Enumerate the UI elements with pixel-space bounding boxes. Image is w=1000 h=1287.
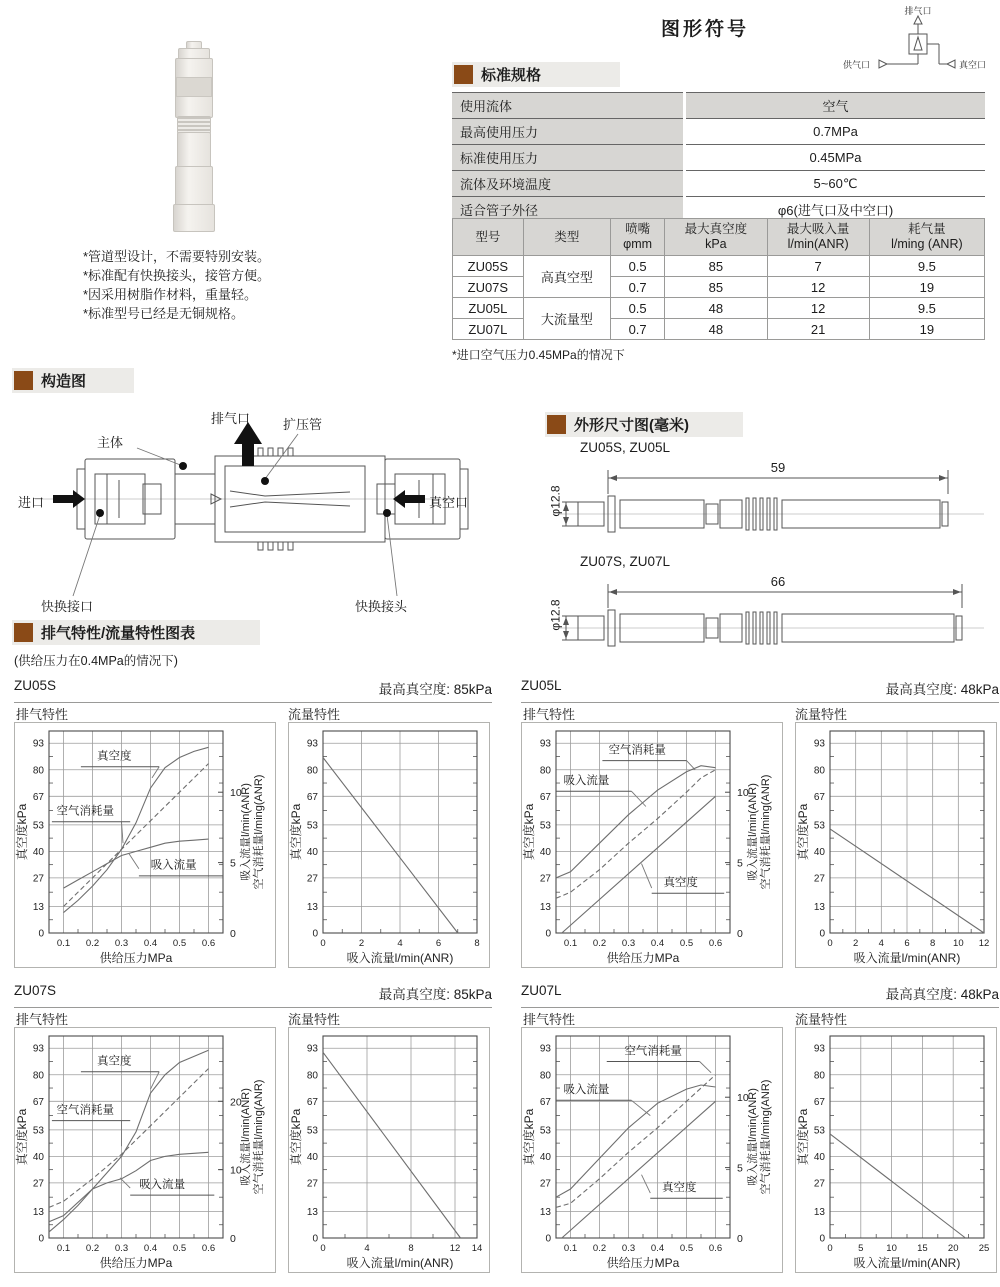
svg-text:0: 0 bbox=[819, 1233, 825, 1245]
value-cell: 48 bbox=[665, 319, 767, 340]
svg-text:供给压力MPa: 供给压力MPa bbox=[606, 1256, 680, 1270]
exhaust-chart-title: 排气特性 bbox=[16, 707, 69, 722]
chart-zu05s-flow bbox=[289, 723, 489, 967]
svg-text:0.6: 0.6 bbox=[201, 1243, 216, 1254]
chart-zu07l-flow bbox=[796, 1028, 996, 1272]
svg-text:12: 12 bbox=[449, 1243, 461, 1254]
svg-text:0.4: 0.4 bbox=[650, 938, 665, 949]
chart-zu07l-exhaust bbox=[522, 1028, 782, 1272]
svg-text:53: 53 bbox=[32, 1125, 44, 1137]
svg-text:93: 93 bbox=[539, 1043, 551, 1055]
section-marker-icon bbox=[547, 415, 566, 434]
dimension-length: 59 bbox=[770, 460, 786, 475]
flow-chart-title: 流量特性 bbox=[288, 707, 341, 722]
value-cell: 12 bbox=[767, 277, 869, 298]
value-cell: 7 bbox=[767, 256, 869, 277]
chart-group-zu05s bbox=[14, 678, 492, 980]
svg-text:0.2: 0.2 bbox=[592, 938, 607, 949]
svg-text:吸入流量: 吸入流量 bbox=[150, 859, 197, 872]
type-cell: 高真空型 bbox=[523, 256, 610, 298]
svg-text:13: 13 bbox=[306, 1206, 318, 1218]
flow-chart-title: 流量特性 bbox=[795, 1012, 848, 1027]
dimension-models: ZU07S, ZU07L bbox=[580, 554, 671, 569]
symbol-supply-label: 供气口 bbox=[843, 60, 871, 70]
svg-text:真空度kPa: 真空度kPa bbox=[796, 1108, 810, 1166]
svg-text:20: 20 bbox=[230, 1096, 242, 1109]
value-cell: 0.5 bbox=[610, 298, 664, 319]
flow-chart-panel bbox=[288, 722, 490, 968]
chart-group-zu07s bbox=[14, 983, 492, 1285]
section-marker-icon bbox=[14, 623, 33, 642]
chart-group-model: ZU07S bbox=[14, 983, 57, 998]
dimension-drawing-zu07 bbox=[548, 554, 992, 666]
svg-text:吸入流量: 吸入流量 bbox=[563, 1084, 610, 1097]
spec-value: 0.7MPa bbox=[685, 119, 986, 145]
svg-text:4: 4 bbox=[364, 1243, 370, 1254]
svg-text:0.5: 0.5 bbox=[679, 938, 694, 949]
dimension-outline-drawing bbox=[552, 570, 992, 666]
svg-text:93: 93 bbox=[32, 738, 44, 750]
svg-text:10: 10 bbox=[886, 1243, 897, 1254]
value-cell: 85 bbox=[665, 256, 767, 277]
structure-drawing bbox=[15, 396, 475, 614]
svg-text:10: 10 bbox=[737, 1092, 749, 1105]
model-table-header: 最大吸入量 l/min(ANR) bbox=[767, 219, 869, 256]
svg-text:80: 80 bbox=[32, 765, 44, 777]
svg-text:67: 67 bbox=[306, 1096, 318, 1108]
svg-text:0: 0 bbox=[312, 1233, 318, 1245]
symbol-vacuum-label: 真空口 bbox=[959, 60, 987, 70]
svg-text:67: 67 bbox=[32, 791, 44, 803]
svg-text:25: 25 bbox=[978, 1243, 990, 1254]
svg-text:0.6: 0.6 bbox=[201, 938, 216, 949]
svg-text:53: 53 bbox=[32, 820, 44, 832]
chart-group-header bbox=[521, 983, 999, 1008]
chart-group-header bbox=[14, 678, 492, 703]
svg-text:0.3: 0.3 bbox=[114, 938, 129, 949]
symbol-title: 图形符号 bbox=[660, 19, 749, 40]
model-table-header: 最大真空度 kPa bbox=[665, 219, 767, 256]
svg-text:0.5: 0.5 bbox=[172, 1243, 187, 1254]
structure-label-quick-port: 快换接口 bbox=[41, 599, 94, 614]
chart-zu05l-flow bbox=[796, 723, 996, 967]
svg-text:真空度kPa: 真空度kPa bbox=[796, 803, 810, 861]
svg-text:2: 2 bbox=[358, 938, 365, 949]
section-marker-icon bbox=[14, 371, 33, 390]
svg-text:0: 0 bbox=[312, 928, 318, 940]
svg-text:真空度kPa: 真空度kPa bbox=[522, 803, 536, 861]
svg-text:4: 4 bbox=[878, 938, 884, 949]
svg-text:10: 10 bbox=[230, 1164, 242, 1177]
svg-text:0.3: 0.3 bbox=[621, 938, 636, 949]
svg-text:67: 67 bbox=[539, 791, 551, 803]
svg-text:80: 80 bbox=[813, 765, 825, 777]
svg-text:吸入流量l/min(ANR): 吸入流量l/min(ANR) bbox=[747, 1088, 759, 1186]
svg-text:供给压力MPa: 供给压力MPa bbox=[606, 951, 680, 965]
svg-text:供给压力MPa: 供给压力MPa bbox=[99, 951, 173, 965]
exhaust-chart-title: 排气特性 bbox=[523, 707, 576, 722]
spec-row bbox=[452, 171, 985, 197]
section-header-charts bbox=[12, 620, 260, 645]
dimension-diameter: φ12.8 bbox=[548, 599, 563, 631]
svg-text:27: 27 bbox=[813, 1178, 825, 1190]
svg-text:吸入流量: 吸入流量 bbox=[563, 775, 610, 788]
value-cell: 0.7 bbox=[610, 319, 664, 340]
spec-row bbox=[452, 119, 985, 145]
exhaust-chart-title: 排气特性 bbox=[523, 1012, 576, 1027]
svg-text:0.3: 0.3 bbox=[114, 1243, 129, 1254]
svg-text:空气消耗量l/ming(ANR): 空气消耗量l/ming(ANR) bbox=[760, 774, 772, 890]
chart-group-zu07l bbox=[521, 983, 999, 1285]
svg-text:0: 0 bbox=[230, 928, 236, 940]
svg-text:27: 27 bbox=[306, 873, 318, 885]
flow-chart-panel bbox=[795, 722, 997, 968]
chart-group-zu05l bbox=[521, 678, 999, 980]
structure-label-body: 主体 bbox=[97, 435, 124, 450]
spec-value: 空气 bbox=[685, 93, 986, 119]
svg-text:4: 4 bbox=[397, 938, 403, 949]
svg-text:真空度: 真空度 bbox=[662, 1182, 697, 1195]
svg-text:20: 20 bbox=[947, 1243, 959, 1254]
svg-text:5: 5 bbox=[858, 1243, 864, 1254]
svg-text:93: 93 bbox=[539, 738, 551, 750]
flow-chart-panel bbox=[795, 1027, 997, 1273]
dimension-outline-drawing bbox=[552, 456, 992, 552]
svg-text:93: 93 bbox=[813, 738, 825, 750]
spec-label: 最高使用压力 bbox=[452, 119, 685, 145]
svg-text:93: 93 bbox=[306, 1043, 318, 1055]
svg-text:80: 80 bbox=[306, 1070, 318, 1082]
svg-text:0: 0 bbox=[545, 1233, 551, 1245]
svg-text:0.4: 0.4 bbox=[143, 938, 158, 949]
model-table-header: 耗气量 l/ming (ANR) bbox=[869, 219, 984, 256]
svg-text:27: 27 bbox=[539, 873, 551, 885]
svg-text:40: 40 bbox=[813, 1151, 825, 1163]
svg-text:13: 13 bbox=[813, 1206, 825, 1218]
svg-text:吸入流量l/min(ANR): 吸入流量l/min(ANR) bbox=[240, 1088, 252, 1186]
svg-text:53: 53 bbox=[539, 820, 551, 832]
exhaust-chart-panel bbox=[14, 722, 276, 968]
svg-text:0: 0 bbox=[737, 928, 743, 940]
flow-chart-title: 流量特性 bbox=[288, 1012, 341, 1027]
svg-text:0.6: 0.6 bbox=[708, 1243, 723, 1254]
chart-group-max-vacuum: 最高真空度: 85kPa bbox=[378, 682, 492, 697]
svg-text:0.1: 0.1 bbox=[56, 1243, 71, 1254]
svg-text:真空度kPa: 真空度kPa bbox=[522, 1108, 536, 1166]
value-cell: 85 bbox=[665, 277, 767, 298]
svg-text:真空度kPa: 真空度kPa bbox=[289, 1108, 303, 1166]
svg-text:10: 10 bbox=[737, 787, 749, 800]
value-cell: 21 bbox=[767, 319, 869, 340]
photo-part bbox=[177, 132, 211, 168]
svg-text:67: 67 bbox=[539, 1096, 551, 1108]
svg-text:0: 0 bbox=[320, 1243, 326, 1254]
svg-text:53: 53 bbox=[539, 1125, 551, 1137]
svg-text:53: 53 bbox=[306, 820, 318, 832]
svg-text:10: 10 bbox=[953, 938, 964, 949]
dimension-diameter: φ12.8 bbox=[548, 485, 563, 517]
spec-label: 使用流体 bbox=[452, 93, 685, 119]
svg-text:53: 53 bbox=[813, 1125, 825, 1137]
spec-label: 流体及环境温度 bbox=[452, 171, 685, 197]
svg-text:13: 13 bbox=[32, 1206, 44, 1218]
structure-label-inlet: 进口 bbox=[18, 495, 45, 510]
svg-text:吸入流量l/min(ANR): 吸入流量l/min(ANR) bbox=[747, 783, 759, 881]
structure-label-diffuser: 扩压管 bbox=[283, 417, 323, 432]
model-table-header: 型号 bbox=[453, 219, 524, 256]
exhaust-chart-panel bbox=[14, 1027, 276, 1273]
svg-text:空气消耗量l/ming(ANR): 空气消耗量l/ming(ANR) bbox=[253, 774, 265, 890]
svg-text:40: 40 bbox=[539, 1151, 551, 1163]
svg-text:40: 40 bbox=[813, 846, 825, 858]
svg-text:40: 40 bbox=[306, 846, 318, 858]
svg-text:吸入流量l/min(ANR): 吸入流量l/min(ANR) bbox=[240, 783, 252, 881]
svg-text:0.6: 0.6 bbox=[708, 938, 723, 949]
svg-text:67: 67 bbox=[813, 1096, 825, 1108]
svg-text:空气消耗量: 空气消耗量 bbox=[56, 805, 114, 818]
svg-text:8: 8 bbox=[930, 938, 936, 949]
spec-label: 适合管子外径 bbox=[452, 197, 685, 223]
value-cell: 0.5 bbox=[610, 256, 664, 277]
svg-text:80: 80 bbox=[306, 765, 318, 777]
svg-text:0: 0 bbox=[737, 1233, 743, 1245]
svg-text:14: 14 bbox=[471, 1243, 483, 1254]
value-cell: 48 bbox=[665, 298, 767, 319]
model-cell: ZU05S bbox=[453, 256, 524, 277]
exhaust-chart-panel bbox=[521, 1027, 783, 1273]
model-cell: ZU07L bbox=[453, 319, 524, 340]
dimension-drawing-zu05 bbox=[548, 440, 992, 552]
svg-text:5: 5 bbox=[737, 857, 743, 870]
chart-group-model: ZU05S bbox=[14, 678, 57, 693]
svg-text:13: 13 bbox=[813, 901, 825, 913]
chart-group-model: ZU07L bbox=[521, 983, 562, 998]
photo-part bbox=[176, 77, 212, 97]
chart-group-max-vacuum: 最高真空度: 48kPa bbox=[885, 682, 999, 697]
svg-text:0.5: 0.5 bbox=[172, 938, 187, 949]
svg-text:40: 40 bbox=[539, 846, 551, 858]
model-table bbox=[452, 218, 985, 340]
svg-text:真空度: 真空度 bbox=[97, 1055, 132, 1068]
svg-text:0.2: 0.2 bbox=[85, 1243, 100, 1254]
svg-text:5: 5 bbox=[737, 1162, 743, 1175]
svg-text:0.5: 0.5 bbox=[679, 1243, 694, 1254]
svg-text:27: 27 bbox=[32, 873, 44, 885]
spec-row bbox=[452, 145, 985, 171]
svg-text:0.2: 0.2 bbox=[592, 1243, 607, 1254]
svg-text:真空度kPa: 真空度kPa bbox=[15, 803, 29, 861]
svg-text:供给压力MPa: 供给压力MPa bbox=[99, 1256, 173, 1270]
svg-text:40: 40 bbox=[32, 1151, 44, 1163]
structure-diagram bbox=[15, 396, 475, 614]
svg-text:8: 8 bbox=[408, 1243, 414, 1254]
svg-text:0.4: 0.4 bbox=[650, 1243, 665, 1254]
type-cell: 大流量型 bbox=[523, 298, 610, 340]
svg-text:40: 40 bbox=[32, 846, 44, 858]
svg-text:真空度kPa: 真空度kPa bbox=[289, 803, 303, 861]
svg-text:0.2: 0.2 bbox=[85, 938, 100, 949]
section-marker-icon bbox=[454, 65, 473, 84]
svg-text:真空度: 真空度 bbox=[663, 877, 698, 890]
photo-part bbox=[175, 166, 213, 206]
product-photo bbox=[140, 35, 248, 243]
model-table-row bbox=[453, 256, 985, 277]
model-table-row bbox=[453, 298, 985, 319]
svg-text:0: 0 bbox=[827, 1243, 833, 1254]
chart-zu05s-exhaust bbox=[15, 723, 275, 967]
spec-table bbox=[452, 92, 985, 223]
svg-text:13: 13 bbox=[539, 1206, 551, 1218]
structure-label-exhaust: 排气口 bbox=[211, 411, 251, 426]
svg-text:27: 27 bbox=[32, 1178, 44, 1190]
svg-text:0: 0 bbox=[545, 928, 551, 940]
value-cell: 19 bbox=[869, 277, 984, 298]
section-title: 构造图 bbox=[41, 373, 87, 390]
value-cell: 19 bbox=[869, 319, 984, 340]
chart-group-header bbox=[521, 678, 999, 703]
exhaust-chart-title: 排气特性 bbox=[16, 1012, 69, 1027]
svg-text:0: 0 bbox=[819, 928, 825, 940]
svg-text:53: 53 bbox=[306, 1125, 318, 1137]
feature-list bbox=[83, 247, 270, 323]
svg-text:93: 93 bbox=[306, 738, 318, 750]
svg-text:吸入流量: 吸入流量 bbox=[139, 1179, 186, 1192]
svg-text:67: 67 bbox=[32, 1096, 44, 1108]
structure-label-vacuum: 真空口 bbox=[429, 495, 469, 510]
svg-text:13: 13 bbox=[539, 901, 551, 913]
section-title: 排气特性/流量特性图表 bbox=[41, 625, 196, 642]
svg-text:10: 10 bbox=[230, 787, 242, 800]
svg-text:吸入流量l/min(ANR): 吸入流量l/min(ANR) bbox=[346, 1256, 454, 1270]
svg-text:80: 80 bbox=[32, 1070, 44, 1082]
value-cell: 9.5 bbox=[869, 256, 984, 277]
model-cell: ZU07S bbox=[453, 277, 524, 298]
svg-text:80: 80 bbox=[813, 1070, 825, 1082]
spec-label: 标准使用压力 bbox=[452, 145, 685, 171]
svg-text:67: 67 bbox=[306, 791, 318, 803]
svg-text:0: 0 bbox=[38, 1233, 44, 1245]
svg-text:40: 40 bbox=[306, 1151, 318, 1163]
section-header-spec bbox=[452, 62, 620, 87]
charts-subtitle: (供给压力在0.4MPa的情况下) bbox=[14, 654, 178, 668]
model-table-header: 喷嘴 φmm bbox=[610, 219, 664, 256]
svg-text:0: 0 bbox=[320, 938, 326, 949]
model-cell: ZU05L bbox=[453, 298, 524, 319]
chart-zu05l-exhaust bbox=[522, 723, 782, 967]
section-title: 外形尺寸图(毫米) bbox=[574, 417, 689, 434]
svg-text:67: 67 bbox=[813, 791, 825, 803]
exhaust-chart-panel bbox=[521, 722, 783, 968]
svg-text:53: 53 bbox=[813, 820, 825, 832]
section-header-structure bbox=[12, 368, 134, 393]
structure-label-quick-fitting: 快换接头 bbox=[355, 599, 408, 614]
svg-text:93: 93 bbox=[813, 1043, 825, 1055]
svg-text:8: 8 bbox=[474, 938, 480, 949]
svg-text:13: 13 bbox=[306, 901, 318, 913]
value-cell: 0.7 bbox=[610, 277, 664, 298]
svg-text:0: 0 bbox=[827, 938, 833, 949]
svg-text:15: 15 bbox=[917, 1243, 928, 1254]
svg-text:6: 6 bbox=[904, 938, 910, 949]
svg-text:93: 93 bbox=[32, 1043, 44, 1055]
feature-item: *管道型设计，不需要特别安装。 bbox=[83, 249, 271, 264]
svg-text:真空度: 真空度 bbox=[97, 750, 132, 763]
value-cell: 12 bbox=[767, 298, 869, 319]
svg-text:0.4: 0.4 bbox=[143, 1243, 158, 1254]
svg-text:吸入流量l/min(ANR): 吸入流量l/min(ANR) bbox=[853, 951, 961, 965]
spec-value: 5~60℃ bbox=[685, 171, 986, 197]
model-table-footnote: *进口空气压力0.45MPa的情况下 bbox=[452, 348, 625, 362]
spec-value: φ6(进气口及中空口) bbox=[685, 197, 986, 223]
svg-text:0.1: 0.1 bbox=[56, 938, 71, 949]
chart-zu07s-flow bbox=[289, 1028, 489, 1272]
spec-value: 0.45MPa bbox=[685, 145, 986, 171]
svg-text:5: 5 bbox=[230, 857, 236, 870]
symbol-exhaust-label: 排气口 bbox=[904, 6, 932, 16]
section-header-dimensions bbox=[545, 412, 743, 437]
svg-text:80: 80 bbox=[539, 765, 551, 777]
svg-text:27: 27 bbox=[539, 1178, 551, 1190]
svg-text:0.1: 0.1 bbox=[563, 938, 578, 949]
svg-text:空气消耗量l/ming(ANR): 空气消耗量l/ming(ANR) bbox=[253, 1079, 265, 1195]
svg-text:吸入流量l/min(ANR): 吸入流量l/min(ANR) bbox=[853, 1256, 961, 1270]
chart-zu07s-exhaust bbox=[15, 1028, 275, 1272]
feature-item: *标准型号已经是无铜规格。 bbox=[83, 306, 245, 321]
svg-text:6: 6 bbox=[435, 938, 442, 949]
svg-text:空气消耗量: 空气消耗量 bbox=[624, 1045, 682, 1058]
model-table-header-row bbox=[453, 219, 985, 256]
flow-chart-title: 流量特性 bbox=[795, 707, 848, 722]
svg-text:2: 2 bbox=[853, 938, 859, 949]
svg-text:13: 13 bbox=[32, 901, 44, 913]
svg-text:80: 80 bbox=[539, 1070, 551, 1082]
feature-item: *标准配有快换接头，接管方便。 bbox=[83, 268, 271, 283]
flow-chart-panel bbox=[288, 1027, 490, 1273]
svg-text:0: 0 bbox=[38, 928, 44, 940]
chart-group-header bbox=[14, 983, 492, 1008]
svg-text:吸入流量l/min(ANR): 吸入流量l/min(ANR) bbox=[346, 951, 454, 965]
svg-text:0: 0 bbox=[230, 1233, 236, 1245]
svg-text:空气消耗量l/ming(ANR): 空气消耗量l/ming(ANR) bbox=[760, 1079, 772, 1195]
svg-text:12: 12 bbox=[978, 938, 990, 949]
value-cell: 9.5 bbox=[869, 298, 984, 319]
dimension-models: ZU05S, ZU05L bbox=[580, 440, 671, 455]
svg-text:27: 27 bbox=[813, 873, 825, 885]
dimension-length: 66 bbox=[770, 574, 786, 589]
chart-group-max-vacuum: 最高真空度: 48kPa bbox=[885, 987, 999, 1002]
svg-text:27: 27 bbox=[306, 1178, 318, 1190]
chart-group-model: ZU05L bbox=[521, 678, 562, 693]
feature-item: *因采用树脂作材料，重量轻。 bbox=[83, 287, 258, 302]
chart-group-max-vacuum: 最高真空度: 85kPa bbox=[378, 987, 492, 1002]
svg-text:真空度kPa: 真空度kPa bbox=[15, 1108, 29, 1166]
model-table-header: 类型 bbox=[523, 219, 610, 256]
section-title: 标准规格 bbox=[481, 67, 542, 84]
svg-text:0.1: 0.1 bbox=[563, 1243, 578, 1254]
photo-part bbox=[173, 204, 215, 232]
svg-text:空气消耗量: 空气消耗量 bbox=[56, 1104, 114, 1117]
pneumatic-symbol bbox=[835, 4, 995, 86]
svg-text:0.3: 0.3 bbox=[621, 1243, 636, 1254]
spec-row bbox=[452, 93, 985, 119]
svg-text:空气消耗量: 空气消耗量 bbox=[608, 744, 666, 757]
